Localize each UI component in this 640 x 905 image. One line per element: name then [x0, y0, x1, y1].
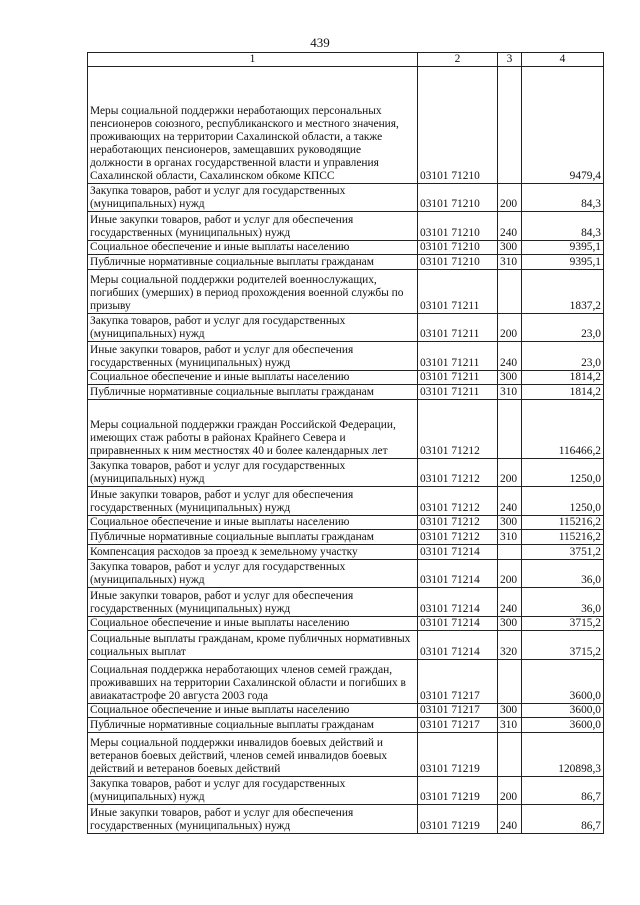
row-expense-type: 240 — [498, 342, 522, 371]
row-code: 03101 71214 — [418, 545, 498, 560]
row-amount: 115216,2 — [522, 516, 604, 530]
table-row — [88, 342, 604, 371]
row-name: Компенсация расходов за проезд к земельному участку — [88, 545, 418, 560]
row-code: 03101 71210 — [418, 67, 498, 184]
row-code: 03101 71212 — [418, 400, 498, 459]
row-name: Социальная поддержка неработающих членов семей граждан, проживавших на территории Сахалинской области и погибших в авиакатастрофе 20 августа 2003 года — [88, 660, 418, 704]
row-amount: 9395,1 — [522, 255, 604, 270]
row-expense-type: 310 — [498, 718, 522, 733]
row-name: Социальное обеспечение и иные выплаты населению — [88, 516, 418, 530]
row-expense-type: 240 — [498, 588, 522, 617]
row-amount: 36,0 — [522, 588, 604, 617]
row-code: 03101 71210 — [418, 241, 498, 255]
table-row — [88, 487, 604, 516]
row-name: Закупка товаров, работ и услуг для государственных (муниципальных) нужд — [88, 314, 418, 342]
row-code: 03101 71219 — [418, 733, 498, 777]
row-amount: 36,0 — [522, 560, 604, 588]
table-row — [88, 314, 604, 342]
row-code: 03101 71211 — [418, 314, 498, 342]
row-code: 03101 71214 — [418, 617, 498, 631]
row-name: Социальное обеспечение и иные выплаты населению — [88, 617, 418, 631]
table-row — [88, 371, 604, 385]
row-expense-type: 300 — [498, 516, 522, 530]
row-name: Социальное обеспечение и иные выплаты населению — [88, 704, 418, 718]
row-name: Меры социальной поддержки родителей военнослужащих, погибших (умерших) в период прохождения военной службы по призыву — [88, 270, 418, 314]
row-expense-type: 240 — [498, 212, 522, 241]
row-expense-type — [498, 545, 522, 560]
table-row — [88, 704, 604, 718]
row-amount: 23,0 — [522, 314, 604, 342]
row-name: Закупка товаров, работ и услуг для государственных (муниципальных) нужд — [88, 459, 418, 487]
row-code: 03101 71211 — [418, 385, 498, 400]
row-amount: 1250,0 — [522, 487, 604, 516]
table-row — [88, 67, 604, 184]
row-amount: 1250,0 — [522, 459, 604, 487]
table-row — [88, 660, 604, 704]
row-code: 03101 71212 — [418, 459, 498, 487]
table-row — [88, 718, 604, 733]
row-name: Иные закупки товаров, работ и услуг для обеспечения государственных (муниципальных) нужд — [88, 805, 418, 834]
row-code: 03101 71217 — [418, 704, 498, 718]
row-amount: 84,3 — [522, 212, 604, 241]
table-row — [88, 270, 604, 314]
row-expense-type: 200 — [498, 314, 522, 342]
table-row — [88, 385, 604, 400]
row-amount: 3600,0 — [522, 718, 604, 733]
table-row — [88, 545, 604, 560]
row-code: 03101 71210 — [418, 212, 498, 241]
row-name: Публичные нормативные социальные выплаты гражданам — [88, 385, 418, 400]
row-code: 03101 71217 — [418, 660, 498, 704]
row-code: 03101 71212 — [418, 516, 498, 530]
row-expense-type: 320 — [498, 631, 522, 660]
row-amount: 3600,0 — [522, 704, 604, 718]
column-header-2: 2 — [418, 53, 498, 67]
row-amount: 3715,2 — [522, 631, 604, 660]
row-code: 03101 71214 — [418, 560, 498, 588]
row-expense-type: 200 — [498, 459, 522, 487]
row-expense-type: 240 — [498, 487, 522, 516]
row-code: 03101 71211 — [418, 342, 498, 371]
row-code: 03101 71210 — [418, 255, 498, 270]
row-name: Закупка товаров, работ и услуг для государственных (муниципальных) нужд — [88, 777, 418, 805]
row-code: 03101 71212 — [418, 487, 498, 516]
row-expense-type: 200 — [498, 184, 522, 212]
row-name: Меры социальной поддержки неработающих персональных пенсионеров союзного, республиканского и местного значения, проживающих на территории Сахалинской области, а также неработающих пенсионеров, замещавших руководящие должности в органах государственной власти и управления Сахалинской области, Сахалинском обкоме КПСС — [88, 67, 418, 184]
row-name: Меры социальной поддержки граждан Российской Федерации, имеющих стаж работы в районах Крайнего Севера и приравненных к ним местностях 40 и более календарных лет — [88, 400, 418, 459]
row-name: Публичные нормативные социальные выплаты гражданам — [88, 530, 418, 545]
row-expense-type: 200 — [498, 560, 522, 588]
table-row — [88, 459, 604, 487]
row-amount: 23,0 — [522, 342, 604, 371]
row-expense-type: 300 — [498, 617, 522, 631]
row-amount: 9479,4 — [522, 67, 604, 184]
row-amount: 9395,1 — [522, 241, 604, 255]
table-row — [88, 212, 604, 241]
row-name: Закупка товаров, работ и услуг для государственных (муниципальных) нужд — [88, 560, 418, 588]
table-row — [88, 588, 604, 617]
row-name: Социальные выплаты гражданам, кроме публичных нормативных социальных выплат — [88, 631, 418, 660]
row-code: 03101 71214 — [418, 588, 498, 617]
row-amount: 3715,2 — [522, 617, 604, 631]
row-name: Иные закупки товаров, работ и услуг для обеспечения государственных (муниципальных) нужд — [88, 212, 418, 241]
row-name: Публичные нормативные социальные выплаты гражданам — [88, 255, 418, 270]
row-name: Иные закупки товаров, работ и услуг для обеспечения государственных (муниципальных) нужд — [88, 342, 418, 371]
table-row — [88, 560, 604, 588]
row-code: 03101 71210 — [418, 184, 498, 212]
row-expense-type: 310 — [498, 385, 522, 400]
table-header-row — [88, 53, 604, 67]
table-row — [88, 631, 604, 660]
row-amount: 115216,2 — [522, 530, 604, 545]
row-expense-type — [498, 660, 522, 704]
row-amount: 1837,2 — [522, 270, 604, 314]
row-amount: 86,7 — [522, 777, 604, 805]
row-name: Меры социальной поддержки инвалидов боевых действий и ветеранов боевых действий, членов семей инвалидов боевых действий и ветеранов боевых действий — [88, 733, 418, 777]
row-amount: 120898,3 — [522, 733, 604, 777]
row-amount: 86,7 — [522, 805, 604, 834]
row-name: Иные закупки товаров, работ и услуг для обеспечения государственных (муниципальных) нужд — [88, 588, 418, 617]
row-name: Закупка товаров, работ и услуг для государственных (муниципальных) нужд — [88, 184, 418, 212]
row-code: 03101 71212 — [418, 530, 498, 545]
column-header-3: 3 — [498, 53, 522, 67]
table-row — [88, 241, 604, 255]
row-expense-type: 200 — [498, 777, 522, 805]
row-amount: 1814,2 — [522, 371, 604, 385]
row-name: Публичные нормативные социальные выплаты гражданам — [88, 718, 418, 733]
table-row — [88, 617, 604, 631]
row-amount: 1814,2 — [522, 385, 604, 400]
row-expense-type: 310 — [498, 255, 522, 270]
row-code: 03101 71211 — [418, 270, 498, 314]
row-expense-type — [498, 733, 522, 777]
table-row — [88, 184, 604, 212]
table-row — [88, 516, 604, 530]
table-row — [88, 530, 604, 545]
row-expense-type: 300 — [498, 371, 522, 385]
table-row — [88, 255, 604, 270]
column-header-1: 1 — [88, 53, 418, 67]
row-amount: 3751,2 — [522, 545, 604, 560]
page-number: 439 — [310, 35, 330, 50]
budget-table — [87, 52, 604, 834]
row-amount: 84,3 — [522, 184, 604, 212]
row-amount: 3600,0 — [522, 660, 604, 704]
row-expense-type — [498, 67, 522, 184]
row-expense-type: 300 — [498, 704, 522, 718]
row-expense-type — [498, 400, 522, 459]
row-amount: 116466,2 — [522, 400, 604, 459]
row-name: Иные закупки товаров, работ и услуг для обеспечения государственных (муниципальных) нужд — [88, 487, 418, 516]
row-expense-type: 300 — [498, 241, 522, 255]
row-code: 03101 71219 — [418, 805, 498, 834]
table-row — [88, 400, 604, 459]
row-expense-type — [498, 270, 522, 314]
table-row — [88, 733, 604, 777]
row-expense-type: 240 — [498, 805, 522, 834]
row-code: 03101 71217 — [418, 718, 498, 733]
row-name: Социальное обеспечение и иные выплаты населению — [88, 241, 418, 255]
row-name: Социальное обеспечение и иные выплаты населению — [88, 371, 418, 385]
row-expense-type: 310 — [498, 530, 522, 545]
column-header-4: 4 — [522, 53, 604, 67]
row-code: 03101 71219 — [418, 777, 498, 805]
table-row — [88, 805, 604, 834]
row-code: 03101 71214 — [418, 631, 498, 660]
table-row — [88, 777, 604, 805]
row-code: 03101 71211 — [418, 371, 498, 385]
